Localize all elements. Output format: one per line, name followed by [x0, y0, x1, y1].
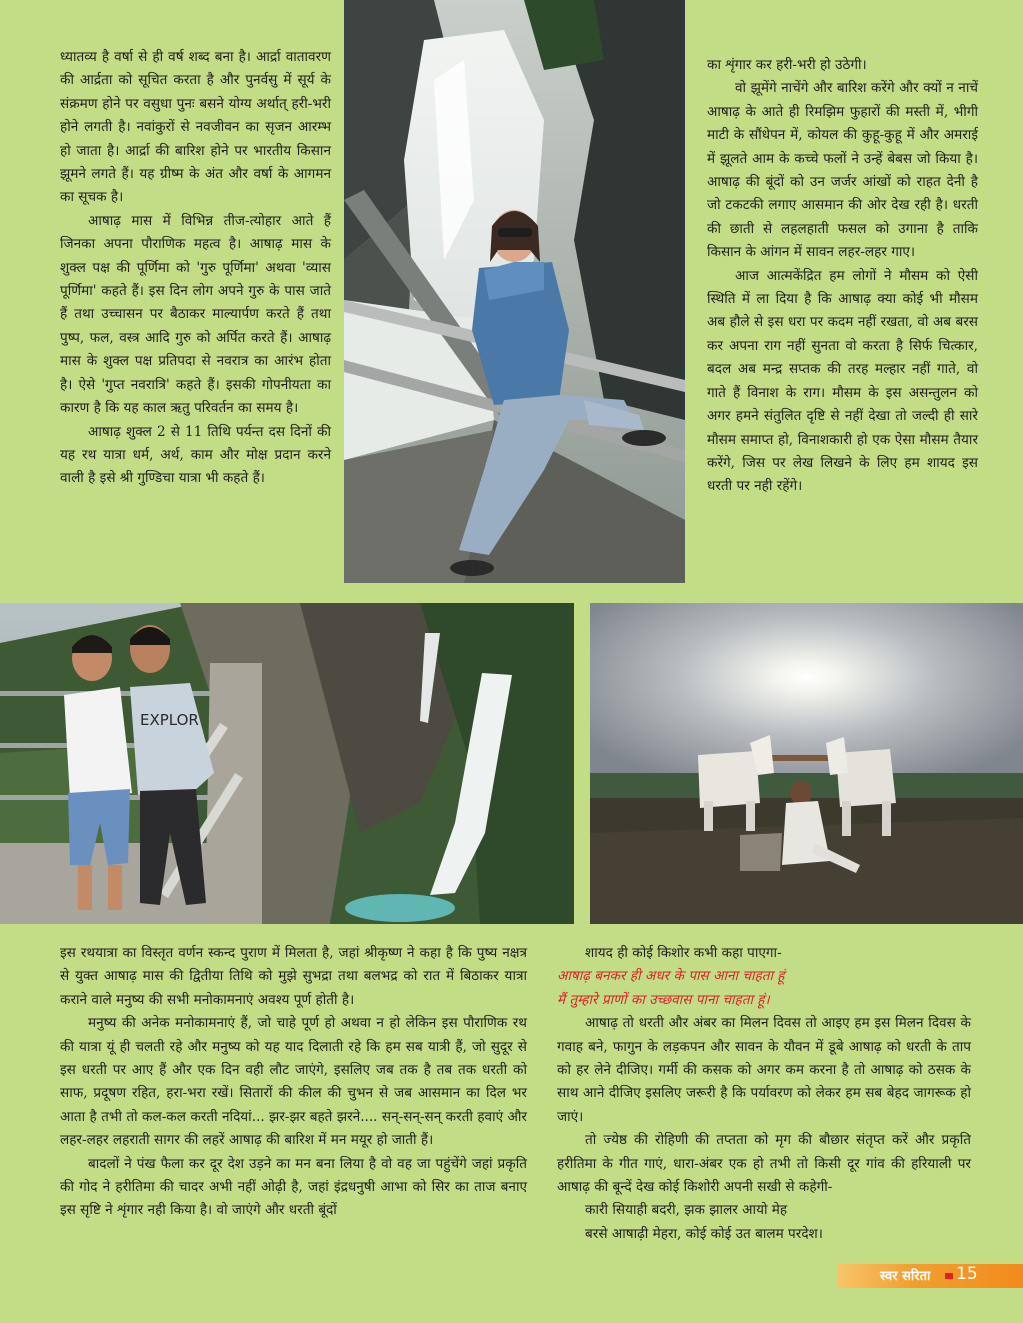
- paragraph: ध्यातव्य है वर्षा से ही वर्ष शब्द बना है। आर्द्रा वातावरण की आर्द्रता को सूचित करता है और पुनर्वसु में सूर्य के संक्रमण होने पर वसुधा पुनः बसने योग्य अर्थात् हरी-भरी होने लगती है। नवांकुरों से नवजीवन का सृजन आरम्भ हो जाता है। आर्द्रा की बारिश होने पर भारतीय किसान झूमने लगते हैं। यह ग्रीष्म के अंत और वर्षा के आगमन का सूचक है।: [60, 49, 331, 206]
- paragraph: आषाढ़ मास में विभिन्न तीज-त्योहार आते हैं जिनका अपना पौराणिक महत्व है। आषाढ़ मास के शुक्ल पक्ष की पूर्णिमा को 'गुरु पूर्णिमा' अथवा 'व्यास पूर्णिमा' कहते हैं। इस दिन लोग अपने गुरु के पास जाते हैं तथा उच्चासन पर बैठाकर माल्यार्पण करते हैं तथा पुष्प, फल, वस्त्र आदि गुरु को अर्पित करते हैं। आषाढ़ मास के शुक्ल पक्ष प्रतिपदा से नवरात्र का आरंभ होता है। ऐसे 'गुप्त नवरात्रि' कहते हैं। इसकी गोपनीयता का कारण है कि यह काल ऋतु परिवर्तन का समय है।: [60, 212, 331, 417]
- paragraph: आषाढ़ शुक्ल 2 से 11 तिथि पर्यन्त दस दिनों की यह रथ यात्रा धर्म, अर्थ, काम और मोक्ष प्रदान करने वाली है इसे श्री गुण्डिचा यात्रा भी कहते हैं।: [60, 423, 331, 487]
- page-number: 15: [956, 1264, 978, 1284]
- article-column-bottom-left: [60, 942, 527, 1223]
- paragraph: बादलों ने पंख फैला कर दूर देश उड़ने का मन बना लिया है वो वह जा पहुंचेंगे जहां प्रकृति की गोद ने हरीतिमा की चादर अभी नहीं ओढ़ी है, जहां इंद्रधनुषी आभा को सिर का ताज बनाए इस सृष्टि ने शृंगार नही किया है। वो जाएंगे और धरती बूंदों: [60, 1155, 527, 1219]
- paragraph: शायद ही कोई किशोर कभी कहा पाएगा-: [585, 945, 782, 961]
- paragraph: वो झूमेंगे नाचेंगे और बारिश करेंगे और क्यों न नाचें आषाढ़ के आते ही रिमझिम फुहारों की मस्ती में, भीगी माटी के सौंधेपन में, कोयल की कुहू-कुहू में और अमराई में झूलते आम के कच्चे फलों ने उन्हें बेबस जो किया है। आषाढ़ की बूंदों को उन जर्जर आंखों को राहत देनी है जो टकटकी लगाए आसमान की ओर देख रही है। धरती की छाती से लहलहाती फसल को उगाना है ताकि किसान के आंगन में सावन लहर-लहर गाए।: [707, 80, 978, 261]
- article-column-bottom-right: [557, 942, 971, 1246]
- article-column-top-right: [707, 54, 978, 499]
- couplet-line: बरसे आषाढ़ी मेहरा, कोई कोई उत बालम परदेश।: [585, 1225, 823, 1242]
- paragraph: आज आत्मकेंद्रित हम लोगों ने मौसम को ऐसी स्थिति में ला दिया है कि आषाढ़ क्या कोई भी मौसम अब हौले से इस धरा पर कदम नहीं रखता, वो अब बरस कर अपना राग नहीं सुनता वो करता है सिर्फ चित्कार, बदल अब मन्द्र सप्तक की तरह मल्हार नहीं गाते, वो गाते हैं विनाश के राग। मौसम के इस असन्तुलन को अगर हमने संतुलित दृष्टि से नहीं देखा तो जल्दी ही सारे मौसम समाप्त हो, विनाशकारी हो एक ऐसा मौसम तैयार करेंगे, जिस पर लेख लिखने के लिए हम शायद इस धरती पर नही रहेंगे।: [707, 267, 978, 495]
- couplet-line: कारी सियाही बदरी, झक झालर आयो मेह: [585, 1202, 788, 1219]
- arrow-icon: [945, 1273, 953, 1279]
- poem-line: आषाढ़ बनकर ही अधर के पास आना चाहता हूं: [557, 968, 785, 985]
- boys-waterfall-photo: [0, 603, 574, 924]
- farmer-oxen-photo: [590, 603, 1023, 924]
- article-column-top-left: [60, 46, 331, 491]
- paragraph: का शृंगार कर हरी-भरी हो उठेगी।: [707, 57, 867, 73]
- paragraph: इस रथयात्रा का विस्तृत वर्णन स्कन्द पुराण में मिलता है, जहां श्रीकृष्ण ने कहा है कि पुष्य नक्षत्र से युक्त आषाढ़ मास की द्वितीया तिथि को मुझे सुभद्रा तथा बलभद्र को रात में बिठाकर यात्रा कराने वाले मनुष्य की सभी मनोकामनाएं अवश्य पूर्ण होती है।: [60, 945, 527, 1008]
- paragraph: आषाढ़ तो धरती और अंबर का मिलन दिवस तो आइए हम इस मिलन दिवस के गवाह बने, फागुन के लड़कपन और सावन के यौवन में डूबे आषाढ़ को धरती के ताप को हर लेने दीजिए। गर्मी की कसक को अगर कम करना है तो आषाढ़ को ठसक के साथ आने दीजिए इसलिए जरूरी है कि पर्यावरण को लेकर हम सब बेहद जागरूक हो जाएं।: [557, 1015, 971, 1125]
- svg-text:EXPLOR: EXPLOR: [140, 711, 199, 729]
- waterfall-woman-photo: [344, 0, 685, 583]
- paragraph: मनुष्य की अनेक मनोकामनाएं हैं, जो चाहे पूर्ण हो अथवा न हो लेकिन इस पौराणिक रथ की यात्रा यूं ही चलती रहे और मनुष्य को यह याद दिलाती रहे कि हम सब यात्री हैं, जो सुदूर से इस धरती पर आए हैं और एक दिन वही लौट जाएंगे, इसलिए जब तक है तब तक धरती को साफ, प्रदूषण रहित, हरा-भरा रखें। सितारों की कील की चुभन से जब आसमान का दिल भर आता है तभी तो कल-कल करती नदियां... झर-झर बहते झरने.... सन्-सन्-सन् करती हवाएं और लहर-लहर लहराती सागर की लहरें आषाढ़ की बारिश में मन मयूर हो जाती हैं।: [60, 1015, 527, 1149]
- paragraph: तो ज्येष्ठ की रोहिणी की तप्तता को मृग की बौछार संतृप्त करें और प्रकृति हरीतिमा के गीत गाएं, धारा-अंबर एक हो तभी तो किसी दूर गांव की हरियाली पर आषाढ़ की बून्दें देख कोई किशोरी अपनी सखी से कहेगी-: [557, 1132, 971, 1196]
- poem-line: मैं तुम्हारे प्राणों का उच्छवास पाना चाहता हूं।: [557, 991, 770, 1008]
- magazine-name: स्वर सरिता: [880, 1269, 931, 1284]
